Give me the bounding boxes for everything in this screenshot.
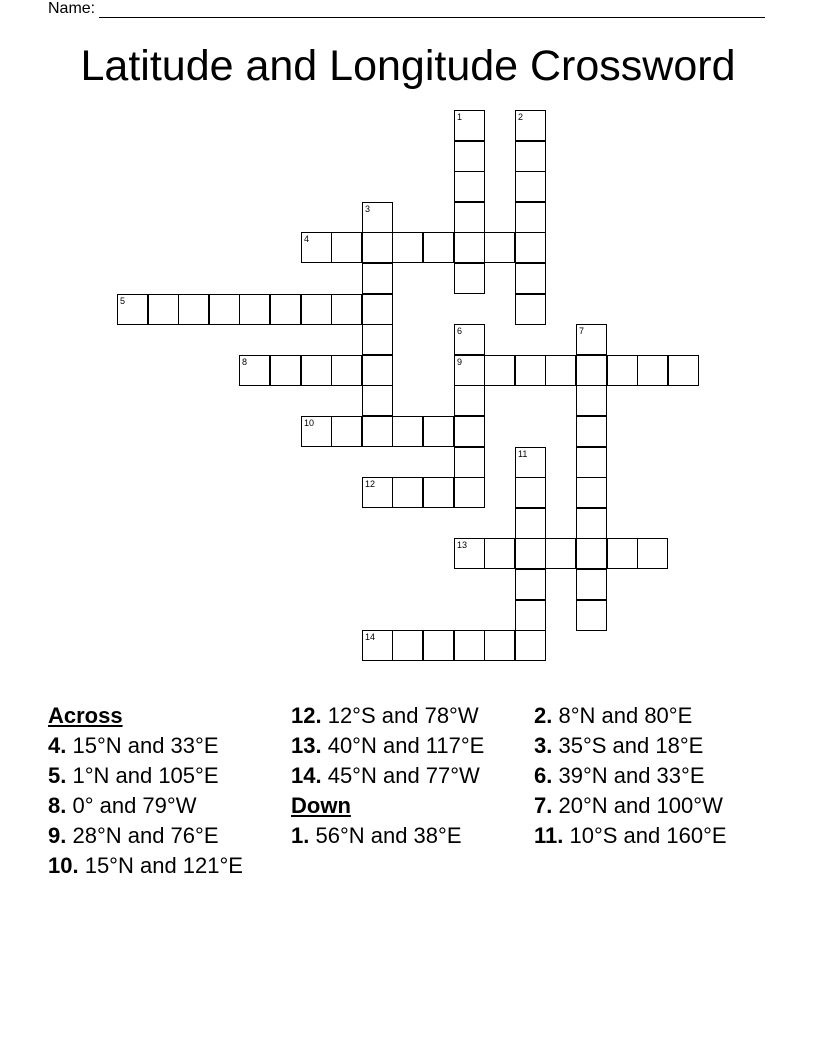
- grid-cell[interactable]: [607, 538, 638, 569]
- cell-number: 10: [304, 418, 315, 428]
- grid-cell[interactable]: [209, 294, 240, 325]
- grid-cell[interactable]: [392, 232, 423, 263]
- clue-number: 10.: [48, 853, 79, 878]
- grid-cell[interactable]: [454, 202, 485, 233]
- cell-number: 4: [304, 234, 310, 244]
- clue-column-3: [534, 703, 764, 853]
- grid-cell[interactable]: [545, 538, 576, 569]
- grid-cell[interactable]: [454, 171, 485, 202]
- clue-item: [534, 763, 764, 788]
- clue-number: 12.: [291, 703, 322, 728]
- grid-cell[interactable]: [484, 630, 515, 661]
- grid-cell[interactable]: [515, 355, 546, 386]
- grid-cell[interactable]: [454, 385, 485, 416]
- clue-number: 3.: [534, 733, 553, 758]
- clue-text: 10°S and 160°E: [563, 823, 727, 848]
- grid-cell[interactable]: [576, 600, 607, 631]
- clue-item: [48, 763, 278, 788]
- clue-number: 5.: [48, 763, 67, 788]
- grid-cell[interactable]: [270, 355, 301, 386]
- grid-cell[interactable]: [362, 477, 393, 508]
- clue-item: [48, 793, 278, 818]
- clue-item: [48, 853, 278, 878]
- grid-cell[interactable]: [607, 355, 638, 386]
- grid-cell[interactable]: [515, 600, 546, 631]
- grid-cell[interactable]: [362, 324, 393, 355]
- grid-cell[interactable]: [637, 538, 668, 569]
- clue-item: [291, 763, 521, 788]
- grid-cell[interactable]: [178, 294, 209, 325]
- grid-cell[interactable]: [454, 110, 485, 141]
- grid-cell[interactable]: [668, 355, 699, 386]
- grid-cell[interactable]: [515, 569, 546, 600]
- grid-cell[interactable]: [331, 355, 362, 386]
- clue-text: 0° and 79°W: [66, 793, 197, 818]
- grid-cell[interactable]: [362, 416, 393, 447]
- grid-cell[interactable]: [362, 385, 393, 416]
- clue-number: 7.: [534, 793, 553, 818]
- grid-cell[interactable]: [392, 416, 423, 447]
- grid-cell[interactable]: [454, 477, 485, 508]
- grid-cell[interactable]: [576, 447, 607, 478]
- grid-cell[interactable]: [331, 294, 362, 325]
- grid-cell[interactable]: [454, 355, 485, 386]
- cell-number: 9: [457, 357, 463, 367]
- grid-cell[interactable]: [515, 294, 546, 325]
- grid-cell[interactable]: [392, 477, 423, 508]
- clue-number: 4.: [48, 733, 67, 758]
- cell-number: 7: [579, 326, 585, 336]
- clue-text: 8°N and 80°E: [552, 703, 693, 728]
- name-label: Name:: [48, 0, 96, 17]
- clue-number: 2.: [534, 703, 553, 728]
- grid-cell[interactable]: [637, 355, 668, 386]
- grid-cell[interactable]: [423, 630, 454, 661]
- clue-item: [534, 823, 764, 848]
- down-heading: Down: [291, 793, 351, 818]
- cell-number: 8: [242, 357, 248, 367]
- grid-cell[interactable]: [239, 294, 270, 325]
- clue-number: 9.: [48, 823, 67, 848]
- grid-cell[interactable]: [331, 416, 362, 447]
- grid-cell[interactable]: [331, 232, 362, 263]
- grid-cell[interactable]: [515, 141, 546, 172]
- grid-cell[interactable]: [362, 294, 393, 325]
- clue-item: [291, 703, 521, 728]
- grid-cell[interactable]: [484, 232, 515, 263]
- grid-cell[interactable]: [454, 141, 485, 172]
- grid-cell[interactable]: [454, 630, 485, 661]
- cell-number: 1: [457, 112, 463, 122]
- clue-number: 13.: [291, 733, 322, 758]
- grid-cell[interactable]: [301, 355, 332, 386]
- grid-cell[interactable]: [454, 324, 485, 355]
- cell-number: 6: [457, 326, 463, 336]
- grid-cell[interactable]: [392, 630, 423, 661]
- grid-cell[interactable]: [515, 630, 546, 661]
- grid-cell[interactable]: [239, 355, 270, 386]
- clue-item: [48, 823, 278, 848]
- cell-number: 14: [365, 632, 376, 642]
- grid-cell[interactable]: [301, 294, 332, 325]
- grid-cell[interactable]: [515, 263, 546, 294]
- grid-cell[interactable]: [454, 538, 485, 569]
- grid-cell[interactable]: [362, 355, 393, 386]
- grid-cell[interactable]: [454, 416, 485, 447]
- clue-text: 15°N and 121°E: [78, 853, 243, 878]
- clue-number: 1.: [291, 823, 310, 848]
- cell-number: 5: [120, 296, 126, 306]
- clue-text: 28°N and 76°E: [66, 823, 219, 848]
- grid-cell[interactable]: [454, 447, 485, 478]
- cell-number: 2: [518, 112, 524, 122]
- grid-cell[interactable]: [423, 477, 454, 508]
- grid-cell[interactable]: [515, 538, 546, 569]
- grid-cell[interactable]: [362, 232, 393, 263]
- grid-cell[interactable]: [423, 416, 454, 447]
- grid-cell[interactable]: [576, 569, 607, 600]
- grid-cell[interactable]: [576, 416, 607, 447]
- clue-text: 39°N and 33°E: [552, 763, 705, 788]
- clue-item: [534, 733, 764, 758]
- cell-number: 12: [365, 479, 376, 489]
- clue-column-2: [291, 703, 521, 853]
- grid-cell[interactable]: [270, 294, 301, 325]
- grid-cell[interactable]: [515, 508, 546, 539]
- grid-cell[interactable]: [423, 232, 454, 263]
- grid-cell[interactable]: [515, 447, 546, 478]
- grid-cell[interactable]: [454, 263, 485, 294]
- clue-number: 8.: [48, 793, 67, 818]
- clue-number: 14.: [291, 763, 322, 788]
- clue-item: [534, 703, 764, 728]
- clue-item: [48, 733, 278, 758]
- grid-cell[interactable]: [484, 355, 515, 386]
- clue-text: 56°N and 38°E: [309, 823, 462, 848]
- clue-text: 1°N and 105°E: [66, 763, 219, 788]
- clue-item: [291, 733, 521, 758]
- grid-cell[interactable]: [362, 263, 393, 294]
- grid-cell[interactable]: [576, 538, 607, 569]
- clue-item: [291, 823, 521, 848]
- grid-cell[interactable]: [515, 171, 546, 202]
- clue-text: 20°N and 100°W: [552, 793, 723, 818]
- clue-text: 45°N and 77°W: [321, 763, 480, 788]
- page-title: Latitude and Longitude Crossword: [80, 42, 736, 90]
- grid-cell[interactable]: [576, 385, 607, 416]
- grid-cell[interactable]: [576, 355, 607, 386]
- grid-cell[interactable]: [117, 294, 148, 325]
- clue-number: 6.: [534, 763, 553, 788]
- grid-cell[interactable]: [515, 232, 546, 263]
- grid-cell[interactable]: [515, 110, 546, 141]
- grid-cell[interactable]: [301, 232, 332, 263]
- grid-cell[interactable]: [484, 538, 515, 569]
- clue-text: 12°S and 78°W: [321, 703, 479, 728]
- grid-cell[interactable]: [545, 355, 576, 386]
- clue-column-1: [48, 703, 278, 883]
- across-heading: Across: [48, 703, 123, 728]
- cell-number: 11: [518, 449, 528, 459]
- grid-cell[interactable]: [148, 294, 179, 325]
- grid-cell[interactable]: [576, 477, 607, 508]
- clue-text: 15°N and 33°E: [66, 733, 219, 758]
- cell-number: 3: [365, 204, 371, 214]
- clue-item: [534, 793, 764, 818]
- clue-text: 40°N and 117°E: [321, 733, 485, 758]
- grid-cell[interactable]: [362, 630, 393, 661]
- grid-cell[interactable]: [454, 232, 485, 263]
- grid-cell[interactable]: [301, 416, 332, 447]
- clue-text: 35°S and 18°E: [552, 733, 704, 758]
- grid-cell[interactable]: [515, 202, 546, 233]
- grid-cell[interactable]: [576, 508, 607, 539]
- grid-cell[interactable]: [362, 202, 393, 233]
- clue-number: 11.: [534, 823, 564, 848]
- grid-cell[interactable]: [576, 324, 607, 355]
- grid-cell[interactable]: [515, 477, 546, 508]
- cell-number: 13: [457, 540, 468, 550]
